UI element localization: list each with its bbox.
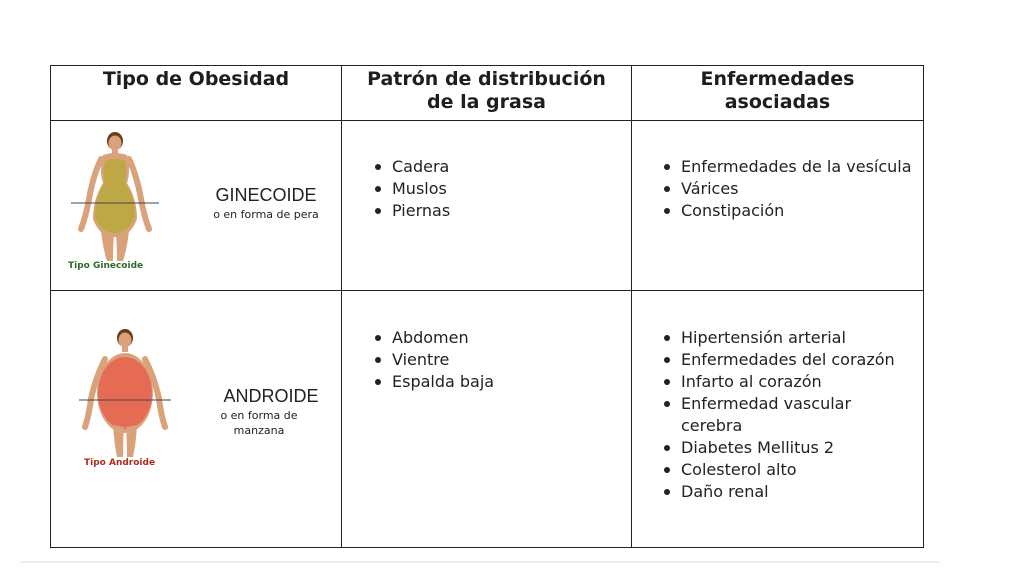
list-item: Espalda baja (370, 371, 621, 393)
list-item: Abdomen (370, 327, 621, 349)
type-description-ginecoide: o en forma de pera (213, 208, 319, 221)
distribution-list-androide (370, 327, 621, 393)
table-row-ginecoide (51, 121, 924, 291)
list-item: Várices (659, 178, 913, 200)
list-item: Daño renal (659, 481, 913, 503)
type-description-androide: o en forma de manzana (220, 409, 298, 438)
list-item: Infarto al corazón (659, 371, 913, 393)
list-item: Enfermedades del corazón (659, 349, 913, 371)
distribution-cell-ginecoide (342, 121, 632, 291)
distribution-list-ginecoide (370, 156, 621, 222)
list-item: Muslos (370, 178, 621, 200)
type-name-androide: ANDROIDE (223, 386, 319, 407)
list-item: Cadera (370, 156, 621, 178)
table-row-androide (51, 291, 924, 548)
figure-caption-androide: Tipo Androide (84, 458, 156, 469)
header-associated-diseases-label: Enfermedades asociadas (700, 68, 855, 113)
list-item: Enfermedad vascular cerebra (659, 393, 913, 437)
type-cell-ginecoide (51, 121, 342, 291)
list-item: Constipación (659, 200, 913, 222)
bottom-divider (20, 561, 940, 563)
distribution-cell-androide (342, 291, 632, 548)
diseases-list-androide (659, 327, 913, 503)
figure-caption-ginecoide: Tipo Ginecoide (68, 261, 144, 271)
header-obesity-type-label: Tipo de Obesidad (102, 68, 290, 90)
list-item: Diabetes Mellitus 2 (659, 437, 913, 459)
list-item: Piernas (370, 200, 621, 222)
type-cell-androide (51, 291, 342, 548)
list-item: Vientre (370, 349, 621, 371)
list-item: Hipertensión arterial (659, 327, 913, 349)
type-name-ginecoide: GINECOIDE (215, 185, 317, 205)
diseases-cell-ginecoide (632, 121, 924, 291)
diseases-cell-androide (632, 291, 924, 548)
obesity-types-table (50, 65, 924, 548)
header-obesity-type (51, 66, 342, 121)
header-associated-diseases (632, 66, 924, 121)
header-row (51, 66, 924, 121)
list-item: Colesterol alto (659, 459, 913, 481)
list-item: Enfermedades de la vesícula (659, 156, 913, 178)
header-fat-distribution (342, 66, 632, 121)
header-fat-distribution-label: Patrón de distribución de la grasa (367, 68, 606, 113)
apple-body-figure (79, 327, 171, 457)
pear-body-figure (71, 131, 161, 261)
diseases-list-ginecoide (659, 156, 913, 222)
